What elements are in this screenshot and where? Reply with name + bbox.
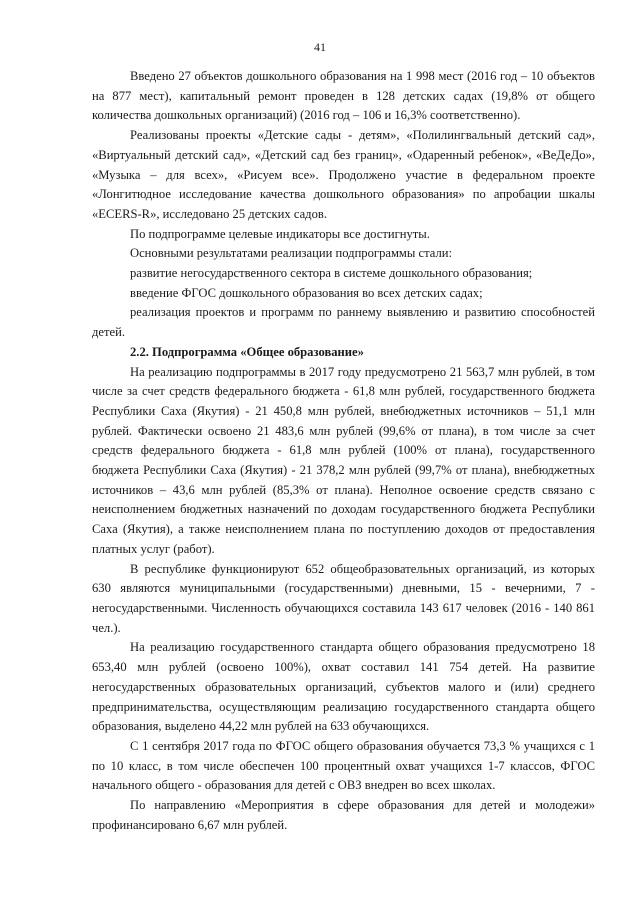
paragraph-preschool-projects: Реализованы проекты «Детские сады - детям», «Полилингвальный детский сад», «Виртуальный детский сад», «Детский сад без границ», «Одаренный ребенок», «ВеДеДо», «Музыка – для всех», «Рисуем все». Продолжено участие в федеральном проекте «Лонгитюдное исследование качества дошкольного образования» по апробации шкалы «ECERS-R», исследовано 25 детских садов. xyxy=(92,128,595,221)
paragraph-youth-events: По направлению «Мероприятия в сфере образования для детей и молодежи» профинансировано 6,67 млн рублей. xyxy=(92,798,595,832)
paragraph-fgos-coverage: С 1 сентября 2017 года по ФГОС общего образования обучается 73,3 % учащихся с 1 по 10 класс, в том числе обеспечен 100 процентный охват учащихся 1-7 классов, ФГОС начального общего - образования для детей с ОВЗ внедрен во всех школах. xyxy=(92,738,595,793)
page-number: 41 xyxy=(314,40,326,54)
section-heading-general-education: 2.2. Подпрограмма «Общее образование» xyxy=(130,344,364,359)
paragraph-organizations: В республике функционируют 652 общеобразовательных организаций, из которых 630 являются муниципальными (государственными) дневными, 15 - вечерними, 7 - негосударственными. Численность обучающихся составила 143 617 человек (2016 - 140 861 чел.). xyxy=(92,561,595,635)
list-item-non-state-sector: развитие негосударственного сектора в системе дошкольного образования; xyxy=(130,266,533,281)
document-body xyxy=(92,67,595,835)
paragraph-state-standard: На реализацию государственного стандарта общего образования предусмотрено 18 653,40 млн рублей (освоено 100%), охват составил 141 754 детей. На развитие негосударственных образовательных организаций, субъектов малого и (или) среднего предпринимательства, осуществляющим реализацию государственного стандарта общего образования, выделено 44,22 млн рублей на 633 обучающихся. xyxy=(92,640,595,734)
paragraph-preschool-facilities: Введено 27 объектов дошкольного образования на 1 998 мест (2016 год – 10 объектов на 877 мест), капитальный ремонт проведен в 128 детских садах (19,8% от общего количества дошкольных организаций) (2016 год – 106 и 16,3% соответственно). xyxy=(92,69,595,123)
paragraph-main-results-intro: Основными результатами реализации подпрограммы стали: xyxy=(130,246,452,261)
paragraph-funding: На реализацию подпрограммы в 2017 году предусмотрено 21 563,7 млн рублей, в том числе за счет средств федерального бюджета - 61,8 млн рублей, государственного бюджета Республики Саха (Якутия) - 21 450,8 млн рублей, внебюджетных источников – 51,1 млн рублей. Фактически освоено 21 483,6 млн рублей (99,6% от плана), в том числе за счет средств федерального бюджета - 61,8 млн рублей (100% от плана), государственного бюджета Республики Саха (Якутия) - 21 378,2 млн рублей (99,7% от плана), внебюджетных источников – 43,6 млн рублей (85,3% от плана). Неполное освоение средств связано с неисполнением бюджетных назначений по доходам государственного бюджета Республики Саха (Якутия), а также неисполнением плана по поступлению доходов от предоставления платных услуг (работ). xyxy=(92,364,595,556)
list-item-fgos-introduction: введение ФГОС дошкольного образования во всех детских садах; xyxy=(130,285,483,300)
paragraph-indicators-achieved: По подпрограмме целевые индикаторы все достигнуты. xyxy=(130,226,430,241)
list-item-early-abilities: реализация проектов и программ по раннему выявлению и развитию способностей детей. xyxy=(92,305,595,340)
